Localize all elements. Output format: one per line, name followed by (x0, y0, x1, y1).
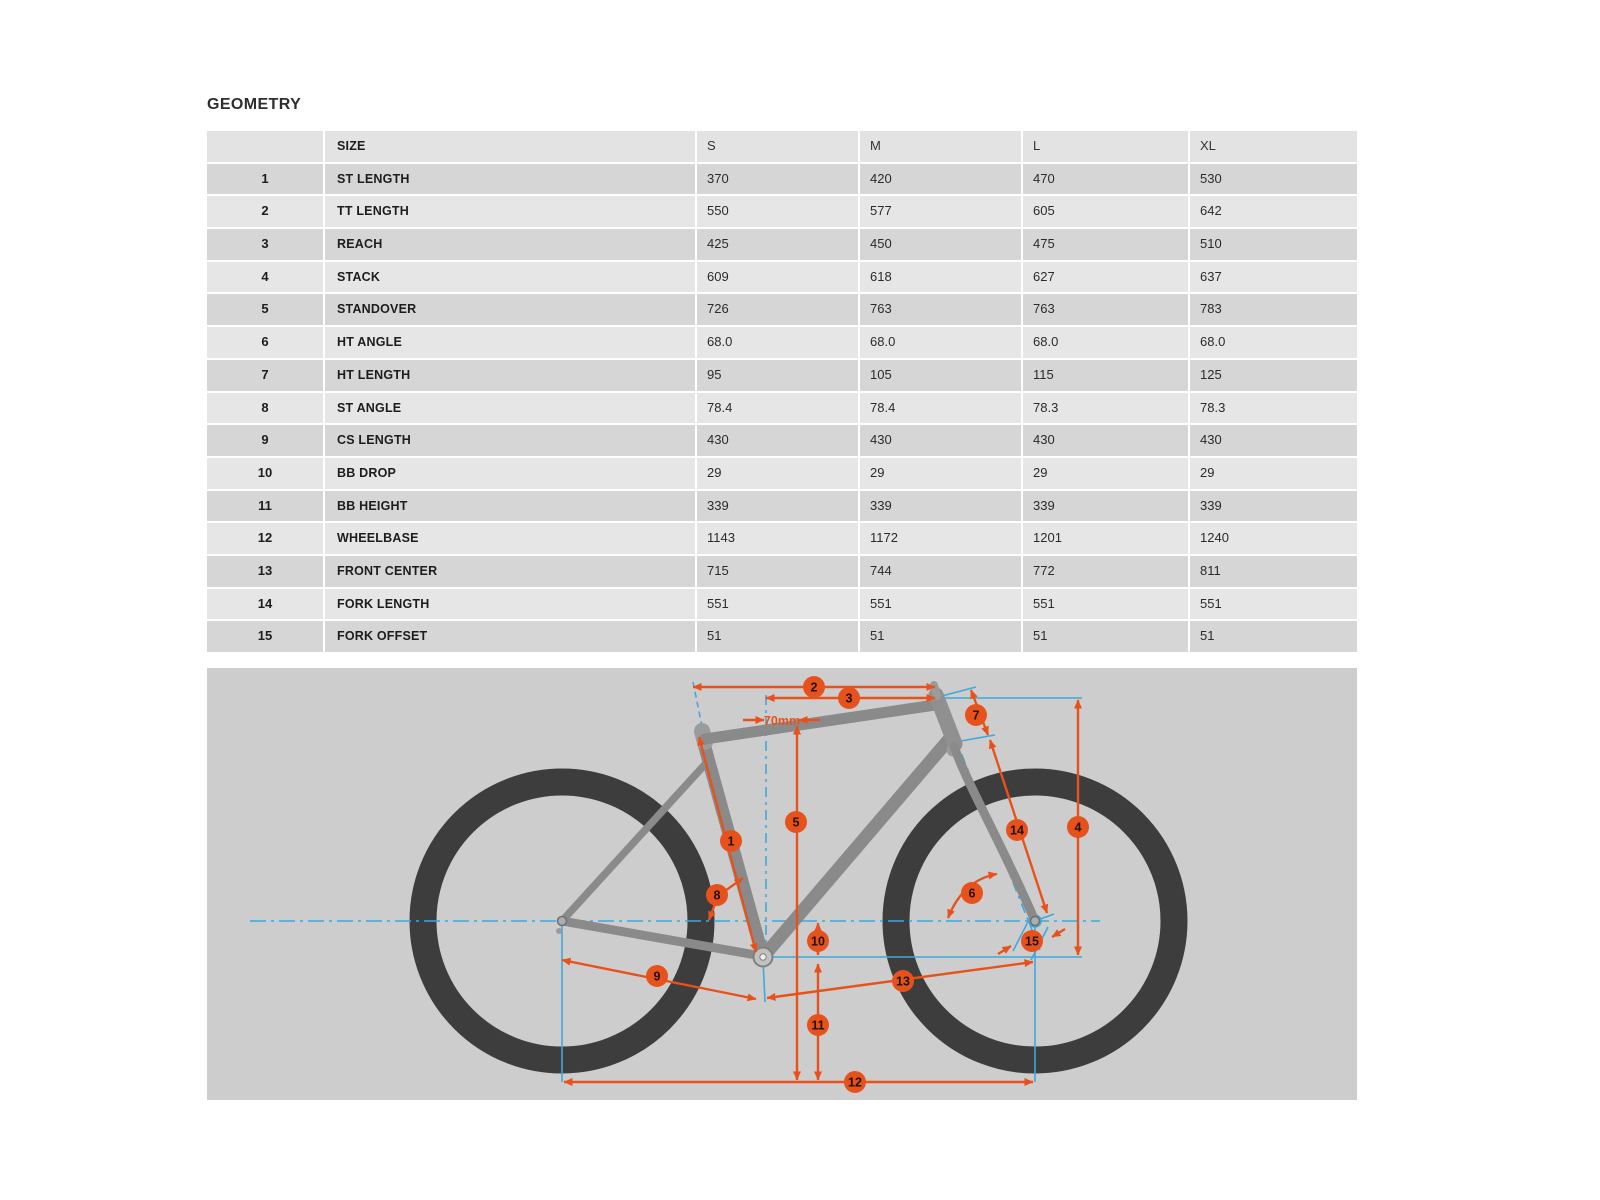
row-value: 430 (1023, 425, 1190, 456)
row-value: 577 (860, 196, 1023, 227)
derailleur-hanger (556, 928, 562, 934)
row-value: 450 (860, 229, 1023, 260)
row-value: 470 (1023, 164, 1190, 195)
row-number: 1 (207, 164, 325, 195)
row-value: 29 (860, 458, 1023, 489)
bottom-bracket-hole (760, 954, 766, 960)
row-value: 51 (860, 621, 1023, 652)
row-value: 78.3 (1023, 393, 1190, 424)
row-number: 3 (207, 229, 325, 260)
row-label: HT ANGLE (325, 327, 697, 358)
row-label: FORK OFFSET (325, 621, 697, 652)
row-number: 7 (207, 360, 325, 391)
row-value: 425 (697, 229, 860, 260)
bike-geometry-svg (207, 668, 1357, 1100)
svg-text:14: 14 (1010, 823, 1024, 838)
callout-6 (961, 882, 983, 904)
row-value: 551 (860, 589, 1023, 620)
callout-13 (892, 970, 914, 992)
row-value: 510 (1200, 236, 1222, 252)
row-label: REACH (325, 229, 697, 260)
callout-12 (844, 1071, 866, 1093)
row-label: ST ANGLE (325, 393, 697, 424)
table-row (207, 196, 1357, 229)
table-row (207, 327, 1357, 360)
offset-70mm-label: 70mm (763, 714, 801, 728)
table-row (207, 425, 1357, 458)
table-row (207, 523, 1357, 556)
table-body (207, 164, 1357, 654)
row-value: 637 (1200, 268, 1222, 284)
row-value: 29 (1200, 464, 1215, 480)
row-value: 609 (697, 262, 860, 293)
row-value: 744 (860, 556, 1023, 587)
row-label: CS LENGTH (325, 425, 697, 456)
callout-2 (803, 676, 825, 698)
header-col-s: S (697, 131, 860, 162)
row-value: 627 (1023, 262, 1190, 293)
row-number: 4 (207, 262, 325, 293)
row-number: 6 (207, 327, 325, 358)
row-value: 125 (1200, 366, 1222, 382)
row-value: 1143 (697, 523, 860, 554)
row-number: 5 (207, 294, 325, 325)
table-row (207, 294, 1357, 327)
row-value: 68.0 (697, 327, 860, 358)
svg-text:12: 12 (848, 1075, 862, 1090)
callout-10 (807, 930, 829, 952)
row-value: 1240 (1200, 530, 1229, 546)
svg-text:4: 4 (1074, 820, 1082, 835)
table-header-row (207, 131, 1357, 164)
row-value: 811 (1200, 562, 1221, 578)
svg-text:3: 3 (845, 691, 853, 706)
geometry-table (207, 131, 1357, 654)
row-number: 12 (207, 523, 325, 554)
row-value: 530 (1200, 170, 1222, 186)
row-value: 68.0 (1023, 327, 1190, 358)
row-value: 551 (1023, 589, 1190, 620)
row-value: 339 (860, 491, 1023, 522)
row-value: 1172 (860, 523, 1023, 554)
table-row (207, 262, 1357, 295)
callout-5 (785, 811, 807, 833)
row-value: 29 (1023, 458, 1190, 489)
callout-8 (706, 884, 728, 906)
rear-axle (558, 917, 567, 926)
callout-7 (965, 704, 987, 726)
row-value: 783 (1200, 301, 1222, 317)
row-value: 339 (697, 491, 860, 522)
row-value: 78.3 (1200, 399, 1226, 415)
row-value: 68.0 (860, 327, 1023, 358)
callout-15 (1021, 930, 1043, 952)
row-value: 51 (1200, 628, 1215, 644)
callout-1 (720, 830, 742, 852)
svg-text:1: 1 (727, 834, 735, 849)
row-label: BB DROP (325, 458, 697, 489)
row-label: FORK LENGTH (325, 589, 697, 620)
row-number: 10 (207, 458, 325, 489)
row-value: 763 (1023, 294, 1190, 325)
row-value: 772 (1023, 556, 1190, 587)
row-value: 618 (860, 262, 1023, 293)
row-value: 115 (1023, 360, 1190, 391)
row-number: 15 (207, 621, 325, 652)
row-value: 475 (1023, 229, 1190, 260)
header-col-xl: XL (1200, 138, 1216, 153)
table-row (207, 556, 1357, 589)
row-value: 551 (1200, 595, 1222, 611)
row-number: 13 (207, 556, 325, 587)
geometry-diagram (207, 668, 1357, 1100)
svg-text:15: 15 (1025, 934, 1039, 949)
svg-text:11: 11 (811, 1018, 825, 1033)
row-value: 726 (697, 294, 860, 325)
row-value: 29 (697, 458, 860, 489)
row-label: STACK (325, 262, 697, 293)
row-value: 551 (697, 589, 860, 620)
svg-text:13: 13 (896, 974, 910, 989)
row-value: 339 (1200, 497, 1222, 513)
table-row (207, 458, 1357, 491)
svg-text:2: 2 (810, 680, 818, 695)
header-col-m: M (860, 131, 1023, 162)
row-label: ST LENGTH (325, 164, 697, 195)
svg-text:7: 7 (972, 708, 980, 723)
table-row (207, 589, 1357, 622)
row-value: 78.4 (860, 393, 1023, 424)
row-number: 11 (207, 491, 325, 522)
row-value: 370 (697, 164, 860, 195)
row-value: 550 (697, 196, 860, 227)
row-value: 605 (1023, 196, 1190, 227)
callout-4 (1067, 816, 1089, 838)
table-row (207, 229, 1357, 262)
table-row (207, 360, 1357, 393)
header-col-l: L (1023, 131, 1190, 162)
callout-11 (807, 1014, 829, 1036)
table-row (207, 621, 1357, 654)
table-row (207, 164, 1357, 197)
row-value: 430 (1200, 432, 1222, 448)
row-value: 51 (1023, 621, 1190, 652)
row-label: HT LENGTH (325, 360, 697, 391)
svg-text:8: 8 (713, 888, 721, 903)
row-value: 715 (697, 556, 860, 587)
row-number: 9 (207, 425, 325, 456)
row-label: STANDOVER (325, 294, 697, 325)
row-value: 339 (1023, 491, 1190, 522)
callout-9 (646, 965, 668, 987)
row-number: 8 (207, 393, 325, 424)
header-blank (207, 131, 325, 162)
svg-text:6: 6 (968, 886, 976, 901)
row-value: 95 (697, 360, 860, 391)
row-label: TT LENGTH (325, 196, 697, 227)
row-number: 14 (207, 589, 325, 620)
table-row (207, 393, 1357, 426)
row-value: 430 (697, 425, 860, 456)
front-axle (1031, 917, 1040, 926)
row-value: 763 (860, 294, 1023, 325)
row-label: BB HEIGHT (325, 491, 697, 522)
row-value: 51 (697, 621, 860, 652)
svg-text:10: 10 (811, 934, 825, 949)
row-value: 420 (860, 164, 1023, 195)
row-label: FRONT CENTER (325, 556, 697, 587)
row-value: 78.4 (697, 393, 860, 424)
table-row (207, 491, 1357, 524)
row-value: 105 (860, 360, 1023, 391)
row-value: 68.0 (1200, 334, 1226, 350)
row-value: 642 (1200, 203, 1222, 219)
header-size: SIZE (325, 131, 697, 162)
row-value: 430 (860, 425, 1023, 456)
row-value: 1201 (1023, 523, 1190, 554)
callout-3 (838, 687, 860, 709)
svg-text:9: 9 (653, 969, 661, 984)
callout-14 (1006, 819, 1028, 841)
page-title: GEOMETRY (207, 96, 302, 113)
row-number: 2 (207, 196, 325, 227)
svg-text:5: 5 (792, 815, 800, 830)
row-label: WHEELBASE (325, 523, 697, 554)
